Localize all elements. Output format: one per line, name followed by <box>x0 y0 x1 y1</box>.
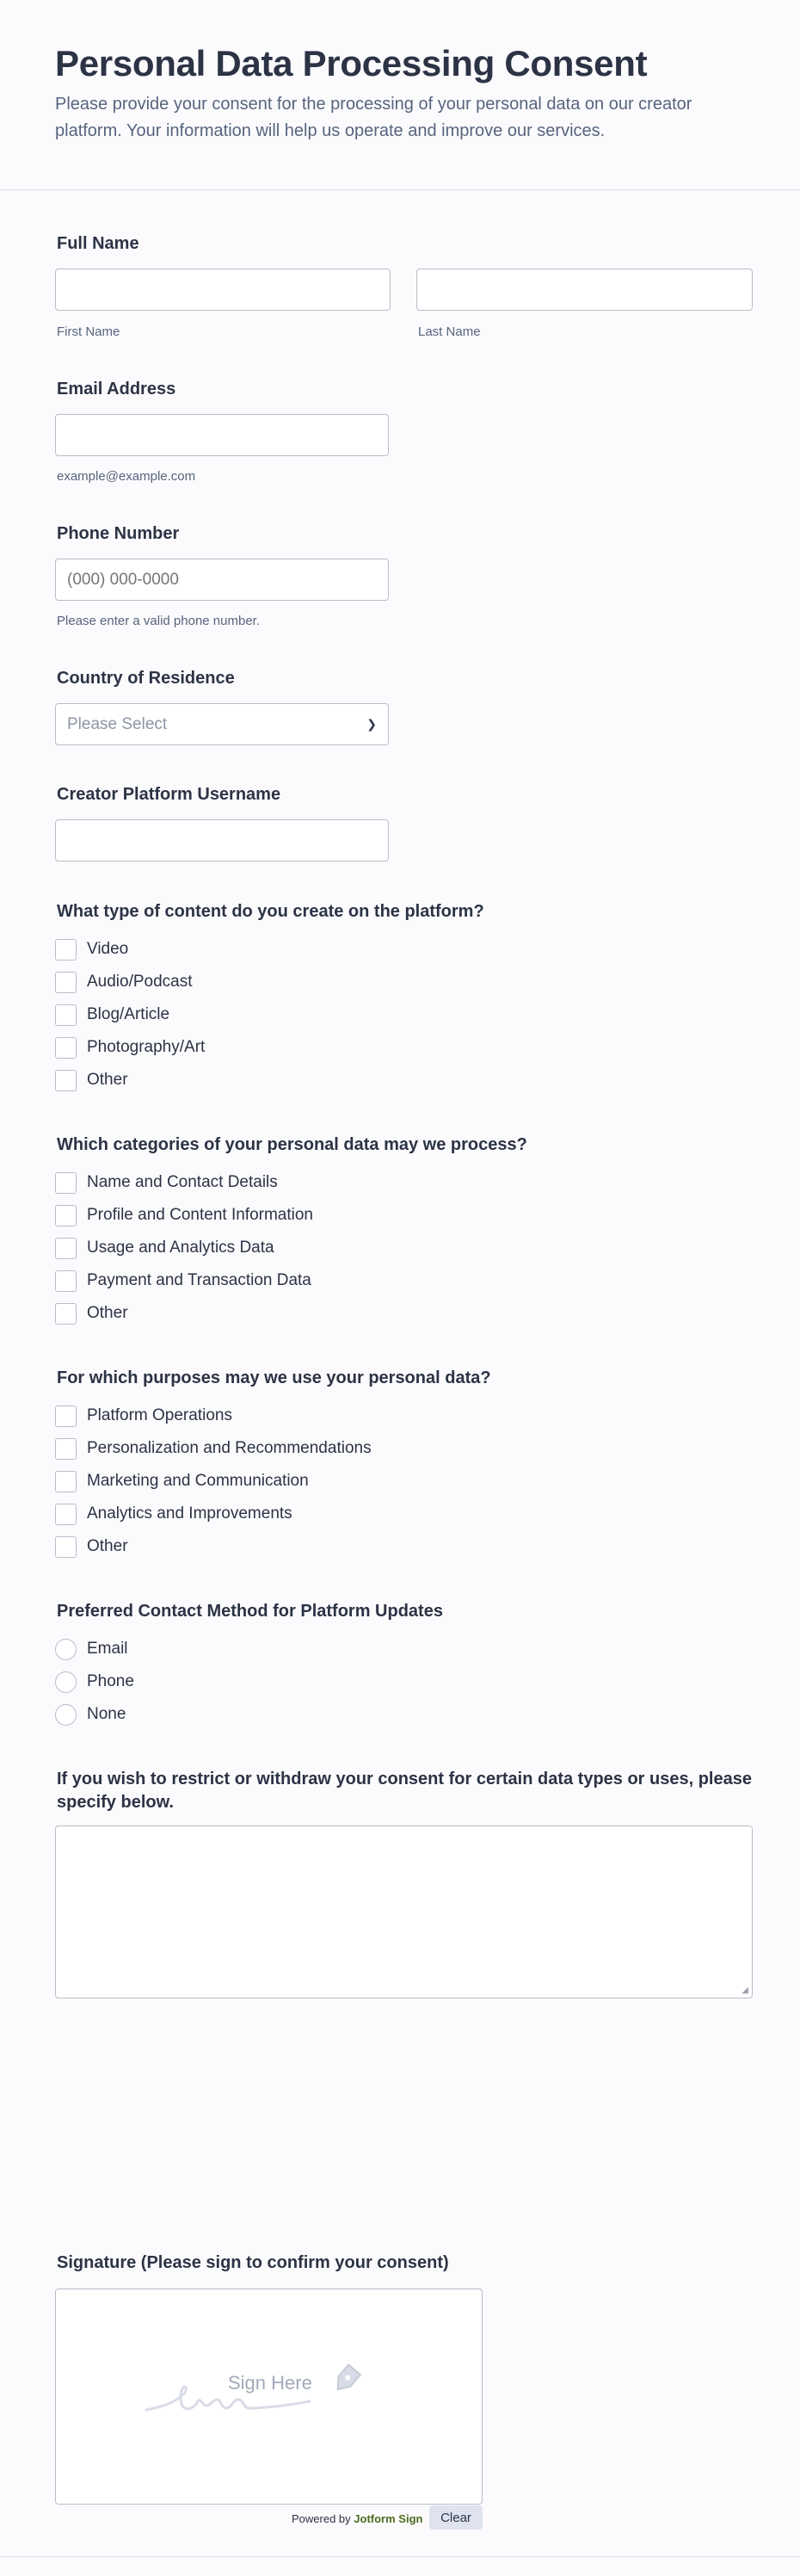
checkbox[interactable] <box>55 1405 77 1427</box>
signature-pad[interactable] <box>55 2289 483 2505</box>
first-name-input[interactable] <box>55 269 391 311</box>
contact-method-option[interactable]: Phone <box>55 1671 134 1693</box>
checkbox[interactable] <box>55 1438 77 1460</box>
checkbox[interactable] <box>55 1070 77 1091</box>
restrictions-label: If you wish to restrict or withdraw your consent for certain data types or uses, please specify below. <box>57 1770 752 1812</box>
powered-by-text <box>292 2512 422 2525</box>
clear-signature-button[interactable]: Clear <box>429 2505 483 2530</box>
email-label: Email Address <box>57 380 176 398</box>
checkbox[interactable] <box>55 1238 77 1259</box>
powered-by-brand: Jotform Sign <box>354 2512 423 2525</box>
checkbox[interactable] <box>55 1536 77 1558</box>
resize-handle-icon[interactable]: ◢ <box>742 1986 748 1995</box>
data-category-option[interactable]: Payment and Transaction Data <box>55 1269 311 1292</box>
email-sublabel: example@example.com <box>57 469 196 484</box>
radio-button[interactable] <box>55 1671 77 1693</box>
data-category-option[interactable]: Profile and Content Information <box>55 1204 313 1226</box>
powered-by-prefix: Powered by <box>292 2512 351 2525</box>
last-name-sublabel: Last Name <box>418 324 481 339</box>
purpose-option[interactable]: Analytics and Improvements <box>55 1503 292 1525</box>
phone-input[interactable] <box>55 559 389 601</box>
content-type-option[interactable]: Photography/Art <box>55 1036 205 1059</box>
contact-method-label: Preferred Contact Method for Platform Updates <box>57 1602 443 1621</box>
last-name-input[interactable] <box>416 269 753 311</box>
content-type-option[interactable]: Blog/Article <box>55 1004 169 1026</box>
full-name-label: Full Name <box>57 234 139 253</box>
data-categories-label: Which categories of your personal data may we process? <box>57 1135 527 1154</box>
checkbox[interactable] <box>55 1270 77 1292</box>
username-input[interactable] <box>55 819 389 862</box>
country-selected-value: Please Select <box>67 714 168 733</box>
content-type-option[interactable]: Video <box>55 938 128 961</box>
checkbox[interactable] <box>55 1004 77 1026</box>
country-label: Country of Residence <box>57 669 235 688</box>
checkbox[interactable] <box>55 939 77 961</box>
data-category-option[interactable]: Name and Contact Details <box>55 1171 278 1194</box>
purpose-option[interactable]: Other <box>55 1535 128 1558</box>
data-category-option[interactable]: Other <box>55 1302 128 1325</box>
phone-label: Phone Number <box>57 524 180 543</box>
purpose-option[interactable]: Platform Operations <box>55 1405 232 1427</box>
username-label: Creator Platform Username <box>57 785 281 804</box>
footer-divider <box>0 2556 800 2557</box>
form-description: Please provide your consent for the processing of your personal data on our creator platform. Your information will help us operate and improve our services. <box>55 95 692 140</box>
radio-button[interactable] <box>55 1639 77 1660</box>
restrictions-textarea[interactable] <box>55 1825 753 1998</box>
signature-label: Signature (Please sign to confirm your consent) <box>57 2253 449 2272</box>
checkbox[interactable] <box>55 1205 77 1226</box>
contact-method-option[interactable]: Email <box>55 1638 128 1660</box>
contact-method-option[interactable]: None <box>55 1703 126 1726</box>
checkbox[interactable] <box>55 1172 77 1194</box>
phone-sublabel: Please enter a valid phone number. <box>57 614 260 628</box>
content-type-option[interactable]: Audio/Podcast <box>55 971 193 993</box>
signature-placeholder: Sign Here <box>228 2372 312 2394</box>
purposes-label: For which purposes may we use your personal data? <box>57 1368 491 1387</box>
chevron-down-icon: ❯ <box>366 717 377 731</box>
content-type-option[interactable]: Other <box>55 1069 128 1091</box>
form-header <box>0 0 800 190</box>
radio-button[interactable] <box>55 1704 77 1726</box>
form-title: Personal Data Processing Consent <box>55 43 648 83</box>
checkbox[interactable] <box>55 1303 77 1325</box>
checkbox[interactable] <box>55 1471 77 1492</box>
email-input[interactable] <box>55 414 389 456</box>
data-category-option[interactable]: Usage and Analytics Data <box>55 1237 274 1259</box>
purpose-option[interactable]: Marketing and Communication <box>55 1470 309 1492</box>
purpose-option[interactable]: Personalization and Recommendations <box>55 1437 372 1460</box>
content-types-label: What type of content do you create on the platform? <box>57 902 484 921</box>
checkbox[interactable] <box>55 972 77 993</box>
checkbox[interactable] <box>55 1037 77 1059</box>
first-name-sublabel: First Name <box>57 324 120 339</box>
checkbox[interactable] <box>55 1504 77 1525</box>
country-select[interactable] <box>55 703 389 745</box>
